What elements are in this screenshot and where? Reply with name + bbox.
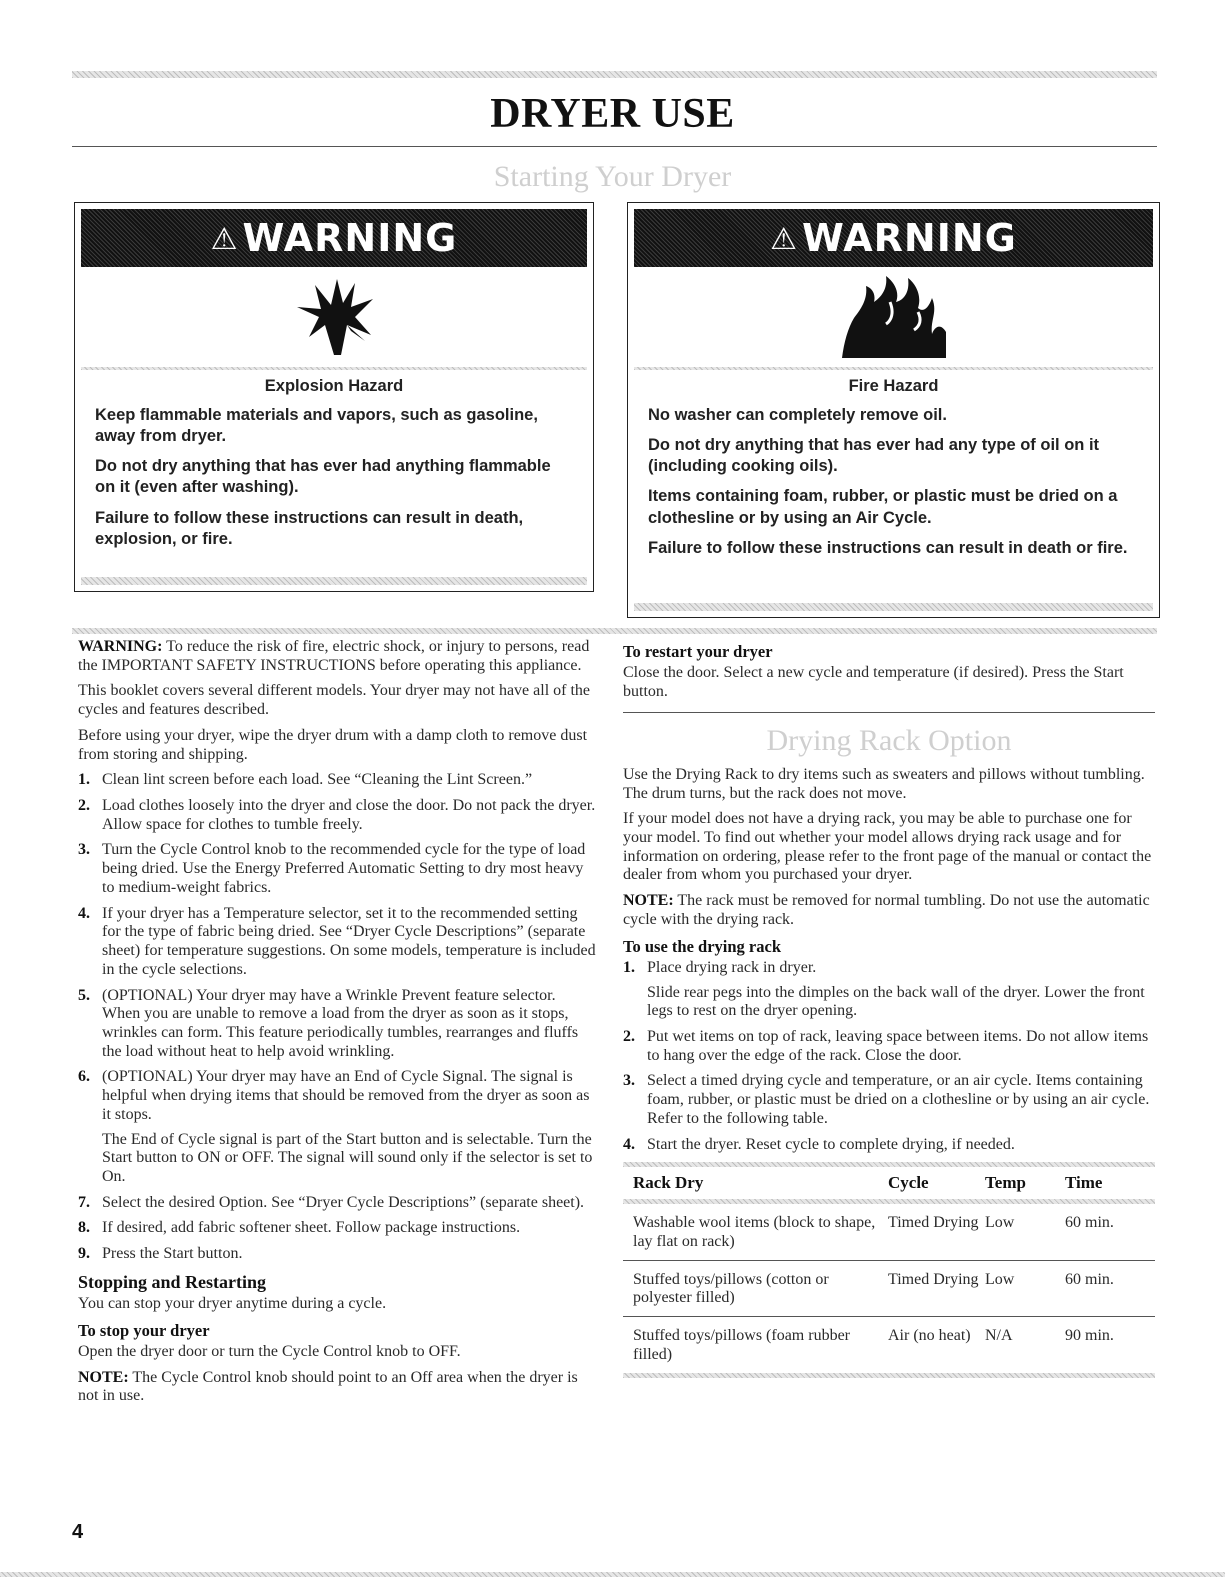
start-steps-list — [78, 771, 596, 1264]
step-text: (OPTIONAL) Your dryer may have an End of Cycle Signal. The signal is helpful when drying items that should be removed from the dryer as soon as it stops. — [102, 1068, 590, 1123]
warning-header — [81, 209, 587, 267]
step-text: Select a timed drying cycle and temperature, or an air cycle. Items containing foam, rubber, or plastic must be dried on a clothesline or by using an air cycle. Refer to the following table. — [647, 1072, 1150, 1127]
note-text: The rack must be removed for normal tumbling. Do not use the automatic cycle with the drying rack. — [623, 892, 1150, 928]
table-cell: Timed Drying — [888, 1214, 979, 1232]
list-item — [78, 1068, 596, 1186]
hazard-title: Explosion Hazard — [264, 377, 404, 395]
table-cell: N/A — [985, 1327, 1013, 1345]
table-header-row — [623, 1167, 1155, 1199]
left-column — [78, 638, 596, 1413]
warning-line: Do not dry anything that has ever had anything flammable on it (even after washing). — [95, 457, 551, 497]
stop-heading: To stop your dryer — [78, 1320, 210, 1340]
rack-paragraph: Use the Drying Rack to dry items such as sweaters and pillows without tumbling. The drum turns, but the rack does not move. — [623, 765, 1145, 802]
step-text: If your dryer has a Temperature selector, set it to the recommended setting for the type of fabric being dried. See “Dryer Cycle Descriptions” (separate sheet) for temperature suggestions. On some models, temperature is included in the cycle selections. — [102, 904, 596, 978]
warning-inline-label: WARNING: — [78, 638, 163, 655]
warning-footer-band — [81, 577, 587, 585]
warning-body — [75, 370, 593, 550]
note-label: NOTE: — [78, 1368, 129, 1386]
warning-line: Failure to follow these instructions can result in death, explosion, or fire. — [95, 508, 524, 548]
step-text: Start the dryer. Reset cycle to complete drying, if needed. — [647, 1135, 1015, 1153]
table-cell: Washable wool items (block to shape, lay flat on rack) — [633, 1214, 876, 1250]
step-text: Clean lint screen before each load. See “Cleaning the Lint Screen.” — [102, 771, 533, 789]
step-number: 4. — [623, 1135, 635, 1153]
table-cell: Low — [985, 1214, 1015, 1232]
warning-triangle-icon: ⚠ — [210, 222, 239, 257]
table-cell: Timed Drying — [888, 1270, 979, 1288]
step-text: Put wet items on top of rack, leaving space between items. Do not allow items to hang over the edge of the rack. Close the door. — [647, 1028, 1149, 1064]
step-text: Select the desired Option. See “Dryer Cycle Descriptions” (separate sheet). — [102, 1193, 585, 1211]
bottom-hatch-band — [0, 1572, 1225, 1577]
warning-line: Items containing foam, rubber, or plastic must be dried on a clothesline or by using an Air Cycle. — [648, 487, 1118, 527]
table-cell: 60 min. — [1065, 1270, 1114, 1288]
explosion-icon — [75, 267, 593, 367]
step-number: 4. — [78, 904, 90, 922]
step-number: 8. — [78, 1219, 90, 1237]
warning-line: Keep flammable materials and vapors, such as gasoline, away from dryer. — [95, 406, 538, 446]
intro-paragraph: Before using your dryer, wipe the dryer drum with a damp cloth to remove dust from storing and shipping. — [78, 726, 588, 763]
table-cell: 60 min. — [1065, 1214, 1114, 1232]
rack-steps-list — [623, 959, 1155, 1154]
list-item — [623, 959, 1155, 1021]
restart-text: Close the door. Select a new cycle and temperature (if desired). Press the Start button. — [623, 664, 1124, 701]
step-number: 1. — [623, 958, 635, 976]
table-bottom-band — [623, 1373, 1155, 1378]
step-text: Turn the Cycle Control knob to the recommended cycle for the type of load being dried. Use the Energy Preferred Automatic Setting to dry most heavy to medium-weight fabrics. — [102, 841, 586, 896]
right-column — [623, 638, 1155, 1378]
top-hatch-band — [72, 71, 1157, 78]
warning-box-explosion — [74, 202, 594, 592]
table-cell: Air (no heat) — [888, 1327, 971, 1345]
restart-heading: To restart your dryer — [623, 642, 773, 661]
stop-text: Open the dryer door or turn the Cycle Control knob to OFF. — [78, 1342, 461, 1360]
step-text: Load clothes loosely into the dryer and close the door. Do not pack the dryer. Allow space for clothes to tumble freely. — [102, 797, 596, 833]
rack-paragraph: If your model does not have a drying rack, you may be able to purchase one for your model. To find out whether your model allows drying rack usage and for information on ordering, please refer to the front page of the manual or contact the dealer from whom you purchased your dryer. — [623, 810, 1152, 884]
page-number: 4 — [72, 1521, 84, 1543]
note-label: NOTE: — [623, 892, 674, 910]
step-subtext: The End of Cycle signal is part of the Start button and is selectable. Turn the Start button to ON or OFF. The signal will sound only if the selector is set to On. — [102, 1130, 593, 1185]
list-item — [78, 797, 596, 834]
step-number: 7. — [78, 1193, 90, 1211]
list-item — [78, 1194, 596, 1213]
rack-dry-table — [623, 1162, 1155, 1377]
list-item — [78, 1219, 596, 1238]
step-number: 2. — [78, 797, 90, 815]
warning-line: No washer can completely remove oil. — [648, 406, 947, 425]
step-number: 2. — [623, 1028, 635, 1046]
stopping-text: You can stop your dryer anytime during a cycle. — [78, 1294, 387, 1312]
table-header-cell: Rack Dry — [633, 1173, 704, 1193]
table-cell: Low — [985, 1270, 1015, 1288]
title-rule — [72, 146, 1157, 147]
section-rule — [623, 712, 1155, 713]
section-heading-drying-rack: Drying Rack Option — [766, 723, 1012, 757]
mid-hatch-band — [72, 628, 1157, 634]
list-item — [78, 987, 596, 1062]
warning-box-fire — [627, 202, 1160, 618]
fire-icon — [628, 267, 1159, 367]
step-text: If desired, add fabric softener sheet. Follow package instructions. — [102, 1219, 521, 1237]
list-item — [623, 1028, 1155, 1065]
step-number: 9. — [78, 1245, 90, 1263]
list-item — [623, 1136, 1155, 1155]
step-text: Place drying rack in dryer. — [647, 958, 817, 976]
warning-triangle-icon: ⚠ — [770, 222, 799, 257]
note-paragraph — [623, 892, 1155, 929]
warning-paragraph — [78, 638, 596, 675]
table-row — [623, 1317, 1155, 1372]
warning-line: Do not dry anything that has ever had any type of oil on it (including cooking oils). — [648, 436, 1100, 476]
warning-footer-band — [634, 603, 1153, 611]
warning-line: Failure to follow these instructions can result in death or fire. — [648, 538, 1128, 557]
list-item — [623, 1072, 1155, 1128]
step-number: 6. — [78, 1068, 90, 1086]
hazard-title: Fire Hazard — [848, 377, 939, 395]
step-text: (OPTIONAL) Your dryer may have a Wrinkle Prevent feature selector. When you are unable to remove a load from the dryer as soon as it stops, wrinkles can form. This feature periodically tumbles, rearranges and fluffs the load without heat to help avoid wrinkling. — [102, 986, 579, 1060]
list-item — [78, 841, 596, 897]
table-header-cell: Temp — [985, 1173, 1026, 1193]
warning-inline-text: To reduce the risk of fire, electric shock, or injury to persons, read the IMPORTANT SAFETY INSTRUCTIONS before operating this appliance. — [78, 638, 590, 674]
warning-label: WARNING — [802, 216, 1017, 260]
list-item — [78, 905, 596, 980]
list-item — [78, 771, 596, 790]
table-header-cell: Cycle — [888, 1173, 929, 1193]
intro-paragraph: This booklet covers several different models. Your dryer may not have all of the cycles and features described. — [78, 682, 591, 719]
use-rack-heading: To use the drying rack — [623, 936, 781, 956]
step-number: 1. — [78, 771, 90, 789]
warning-body — [628, 370, 1159, 559]
step-number: 3. — [78, 841, 90, 859]
step-number: 5. — [78, 986, 90, 1004]
table-row — [623, 1204, 1155, 1260]
table-row — [623, 1261, 1155, 1317]
table-header-cell: Time — [1065, 1173, 1103, 1193]
warning-label: WARNING — [242, 216, 458, 260]
step-text: Press the Start button. — [102, 1245, 243, 1263]
warning-header — [634, 209, 1153, 267]
step-subtext: Slide rear pegs into the dimples on the back wall of the dryer. Lower the front legs to rest on the dryer opening. — [647, 983, 1145, 1020]
table-cell: Stuffed toys/pillows (foam rubber filled) — [633, 1327, 851, 1363]
table-cell: 90 min. — [1065, 1327, 1114, 1345]
stopping-heading: Stopping and Restarting — [78, 1271, 267, 1292]
section-heading-starting: Starting Your Dryer — [493, 160, 732, 193]
note-text: The Cycle Control knob should point to an Off area when the dryer is not in use. — [78, 1368, 578, 1405]
list-item — [78, 1245, 596, 1264]
note-paragraph — [78, 1369, 596, 1406]
page-title: DRYER USE — [490, 91, 735, 137]
table-cell: Stuffed toys/pillows (cotton or polyester filled) — [633, 1270, 829, 1307]
step-number: 3. — [623, 1072, 635, 1090]
